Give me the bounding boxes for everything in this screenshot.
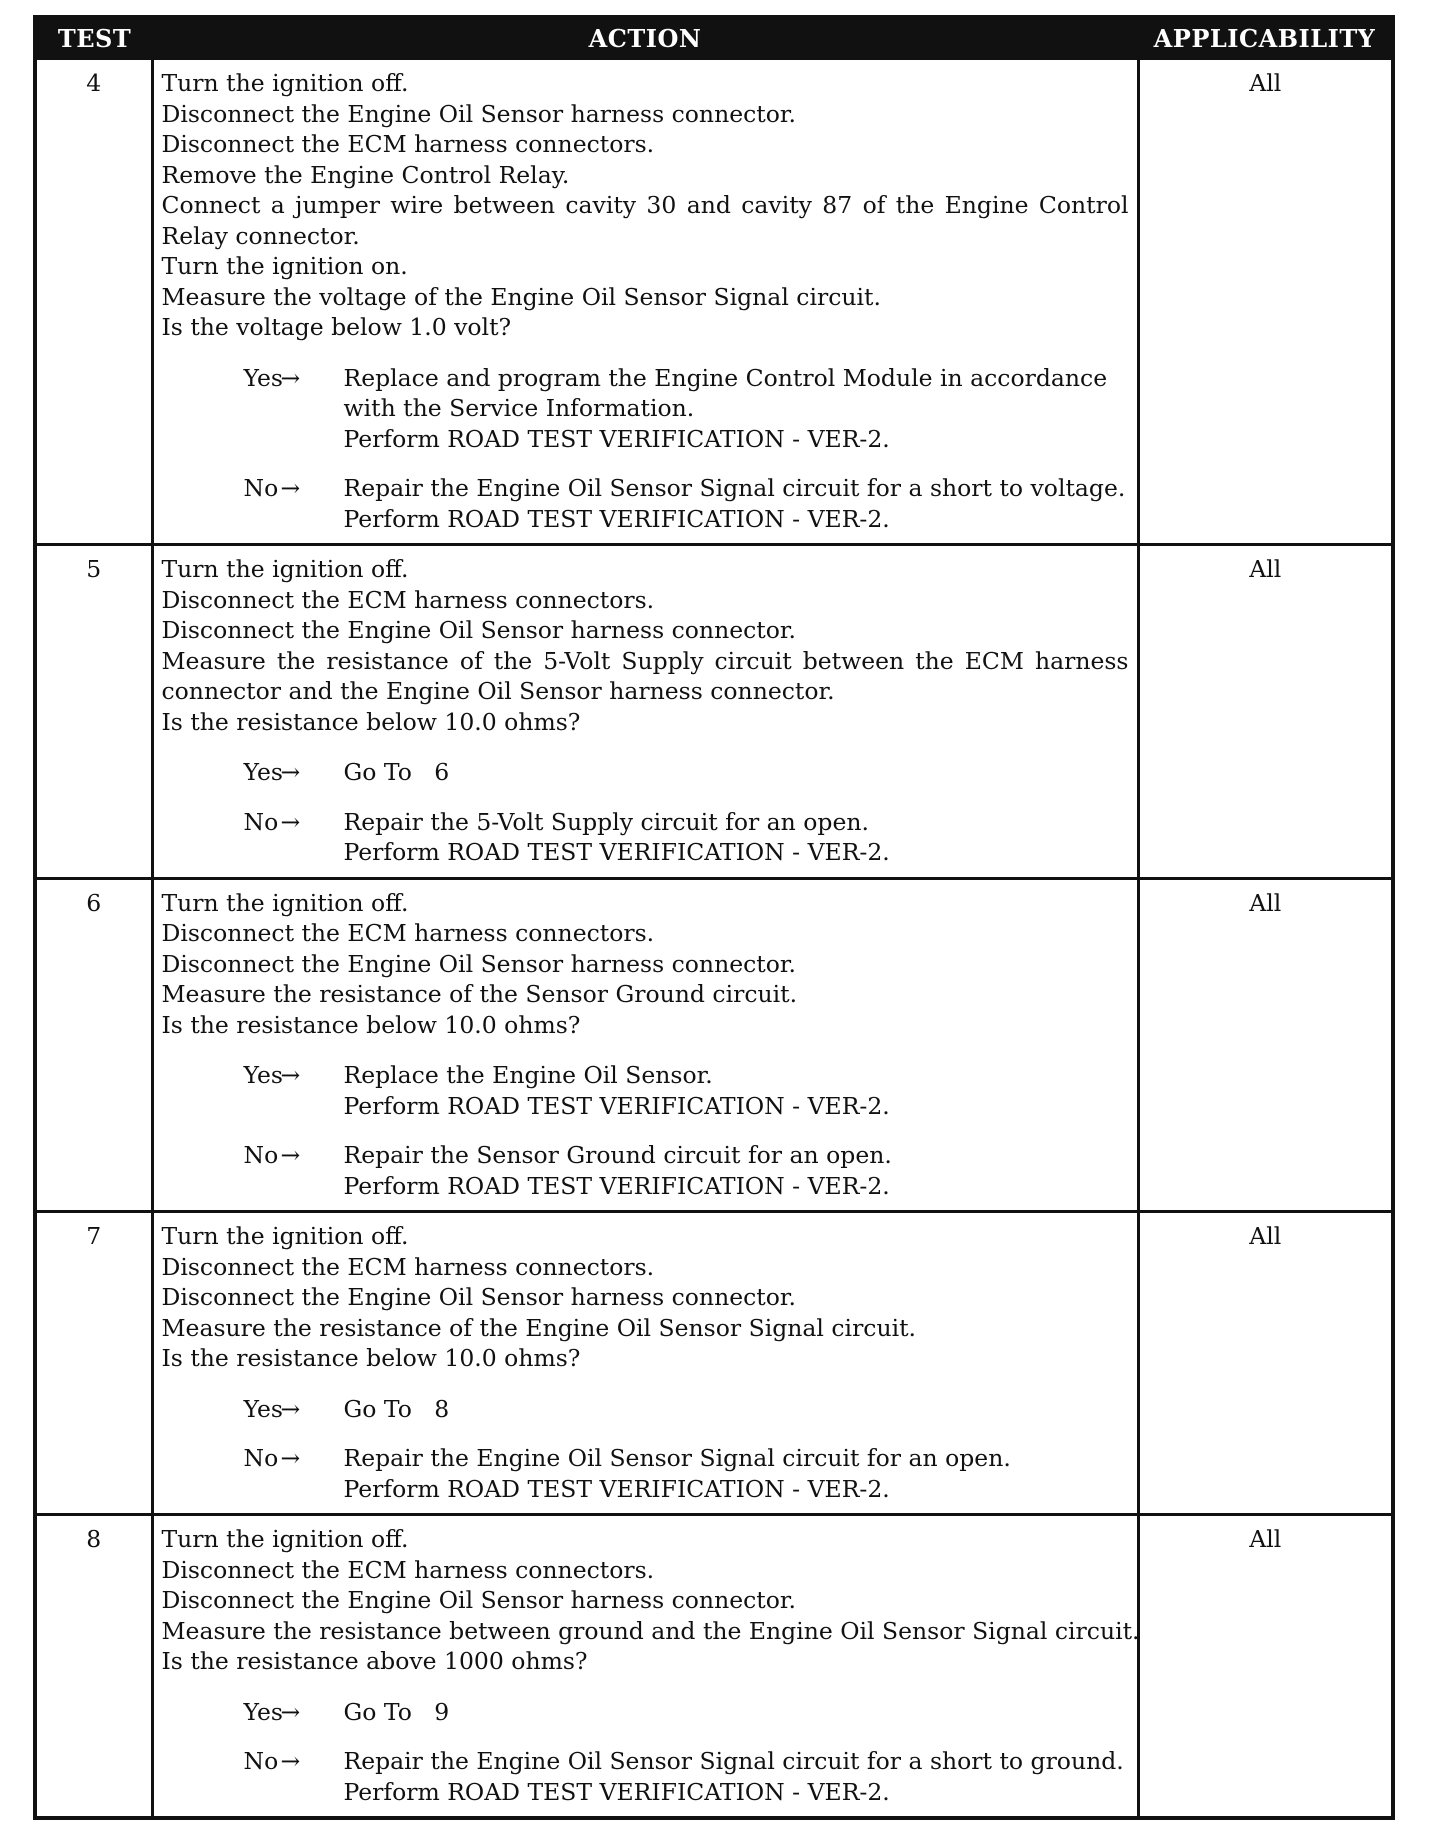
arrow-icon: → [280,1141,301,1169]
action-step: Measure the resistance of the 5-Volt Supply circuit between the ECM harness connector and the Engine Oil Sensor harness connector. [161,646,1129,705]
diagnostic-table [33,15,1395,1820]
table-body [35,59,1393,1819]
action-step: Turn the ignition on. [161,252,408,280]
arrow-icon: → [280,1061,301,1089]
result-line: Repair the Sensor Ground circuit for an open. [343,1141,892,1169]
result-line: Repair the Engine Oil Sensor Signal circuit for an open. [343,1444,1011,1472]
action-step: Is the resistance below 10.0 ohms? [161,1344,581,1372]
action-cell [152,1212,1138,1515]
result-line: Perform ROAD TEST VERIFICATION - VER-2. [343,1777,890,1806]
action-step: Disconnect the ECM harness connectors. [161,1252,655,1281]
test-number: 4 [35,59,152,545]
no-result [344,473,1129,534]
no-label: No [243,1444,279,1472]
action-step: Turn the ignition off. [161,1222,409,1250]
yes-outcome [162,757,1129,788]
arrow-icon: → [280,807,301,836]
result-line: Perform ROAD TEST VERIFICATION - VER-2. [343,1091,890,1120]
table-row [35,878,1393,1212]
action-step: Disconnect the ECM harness connectors. [161,585,655,614]
action-step: Disconnect the Engine Oil Sensor harness connector. [161,1586,796,1614]
action-step: Connect a jumper wire between cavity 30 and cavity 87 of the Engine Control Relay connector. [161,191,1129,250]
table-header-row [35,17,1393,59]
applicability-value: All [1138,545,1393,879]
header-action: ACTION [152,17,1138,59]
action-step: Disconnect the Engine Oil Sensor harness connector. [161,616,796,644]
header-test: TEST [35,17,152,59]
yes-label: Yes [243,1697,283,1726]
result-line: Replace the Engine Oil Sensor. [343,1061,713,1089]
action-step: Disconnect the Engine Oil Sensor harness connector. [161,99,796,128]
result-line: Go To 9 [343,1697,450,1726]
result-line: Repair the 5-Volt Supply circuit for an open. [343,807,869,836]
table-row [35,545,1393,879]
action-step: Is the resistance below 10.0 ohms? [161,1010,581,1039]
no-result [344,1746,1129,1807]
action-step: Measure the resistance of the Engine Oil Sensor Signal circuit. [161,1313,917,1342]
no-result [344,1140,1129,1201]
no-result [344,1443,1129,1504]
applicability-value: All [1138,1515,1393,1819]
no-outcome [162,1746,1129,1807]
yes-label: Yes [243,758,283,786]
action-step: Measure the resistance of the Sensor Ground circuit. [161,980,798,1008]
no-label: No [243,807,279,836]
diagnostic-page [33,15,1391,1820]
no-result [344,807,1129,868]
result-line: Perform ROAD TEST VERIFICATION - VER-2. [343,838,890,866]
result-line: Go To 8 [343,1394,450,1423]
applicability-value: All [1138,59,1393,545]
action-cell [152,545,1138,879]
yes-label: Yes [243,1061,283,1089]
header-applicability: APPLICABILITY [1138,17,1393,59]
no-outcome [162,1443,1129,1504]
action-step: Disconnect the ECM harness connectors. [161,130,655,158]
no-label: No [243,1747,279,1775]
action-step: Measure the resistance between ground and the Engine Oil Sensor Signal circuit. [161,1616,1140,1645]
result-line: with the Service Information. [343,394,695,422]
result-line: Go To 6 [343,758,450,786]
arrow-icon: → [280,1747,301,1775]
no-outcome [162,1140,1129,1201]
yes-result [344,363,1129,455]
arrow-icon: → [280,758,301,786]
test-number: 7 [35,1212,152,1515]
test-number: 8 [35,1515,152,1819]
result-line: Perform ROAD TEST VERIFICATION - VER-2. [343,1474,890,1503]
yes-result [344,1060,1129,1121]
action-step: Turn the ignition off. [161,888,409,917]
yes-result [344,1697,1129,1728]
action-step: Disconnect the Engine Oil Sensor harness connector. [161,949,796,978]
action-cell [152,878,1138,1212]
table-row [35,59,1393,545]
applicability-value: All [1138,878,1393,1212]
action-step: Is the resistance above 1000 ohms? [161,1647,588,1675]
action-step: Turn the ignition off. [161,69,409,97]
result-line: Perform ROAD TEST VERIFICATION - VER-2. [343,1171,890,1200]
test-number: 5 [35,545,152,879]
no-outcome [162,473,1129,534]
table-row [35,1515,1393,1819]
arrow-icon: → [280,474,301,502]
yes-label: Yes [243,1394,283,1423]
yes-outcome [162,1060,1129,1121]
action-cell [152,1515,1138,1819]
applicability-value: All [1138,1212,1393,1515]
test-number: 6 [35,878,152,1212]
action-step: Turn the ignition off. [161,1525,409,1553]
arrow-icon: → [280,363,301,392]
action-step: Remove the Engine Control Relay. [161,160,570,189]
yes-result [344,1394,1129,1425]
action-cell [152,59,1138,545]
action-step: Measure the voltage of the Engine Oil Sensor Signal circuit. [161,282,881,311]
no-label: No [243,474,279,502]
yes-label: Yes [243,363,283,392]
result-line: Repair the Engine Oil Sensor Signal circuit for a short to voltage. [343,474,1126,502]
yes-outcome [162,1394,1129,1425]
table-row [35,1212,1393,1515]
arrow-icon: → [280,1444,301,1472]
yes-result [344,757,1129,788]
action-step: Disconnect the Engine Oil Sensor harness connector. [161,1283,796,1311]
yes-outcome [162,363,1129,455]
no-outcome [162,807,1129,868]
action-step: Disconnect the ECM harness connectors. [161,1555,655,1584]
result-line: Perform ROAD TEST VERIFICATION - VER-2. [343,504,890,533]
action-step: Is the resistance below 10.0 ohms? [161,707,581,736]
action-step: Disconnect the ECM harness connectors. [161,919,655,947]
result-line: Replace and program the Engine Control Module in accordance [343,363,1108,392]
result-line: Repair the Engine Oil Sensor Signal circuit for a short to ground. [343,1747,1124,1775]
yes-outcome [162,1697,1129,1728]
action-step: Turn the ignition off. [161,555,409,583]
no-label: No [243,1141,279,1169]
arrow-icon: → [280,1394,301,1423]
action-step: Is the voltage below 1.0 volt? [161,313,512,341]
arrow-icon: → [280,1697,301,1726]
result-line: Perform ROAD TEST VERIFICATION - VER-2. [343,424,890,453]
